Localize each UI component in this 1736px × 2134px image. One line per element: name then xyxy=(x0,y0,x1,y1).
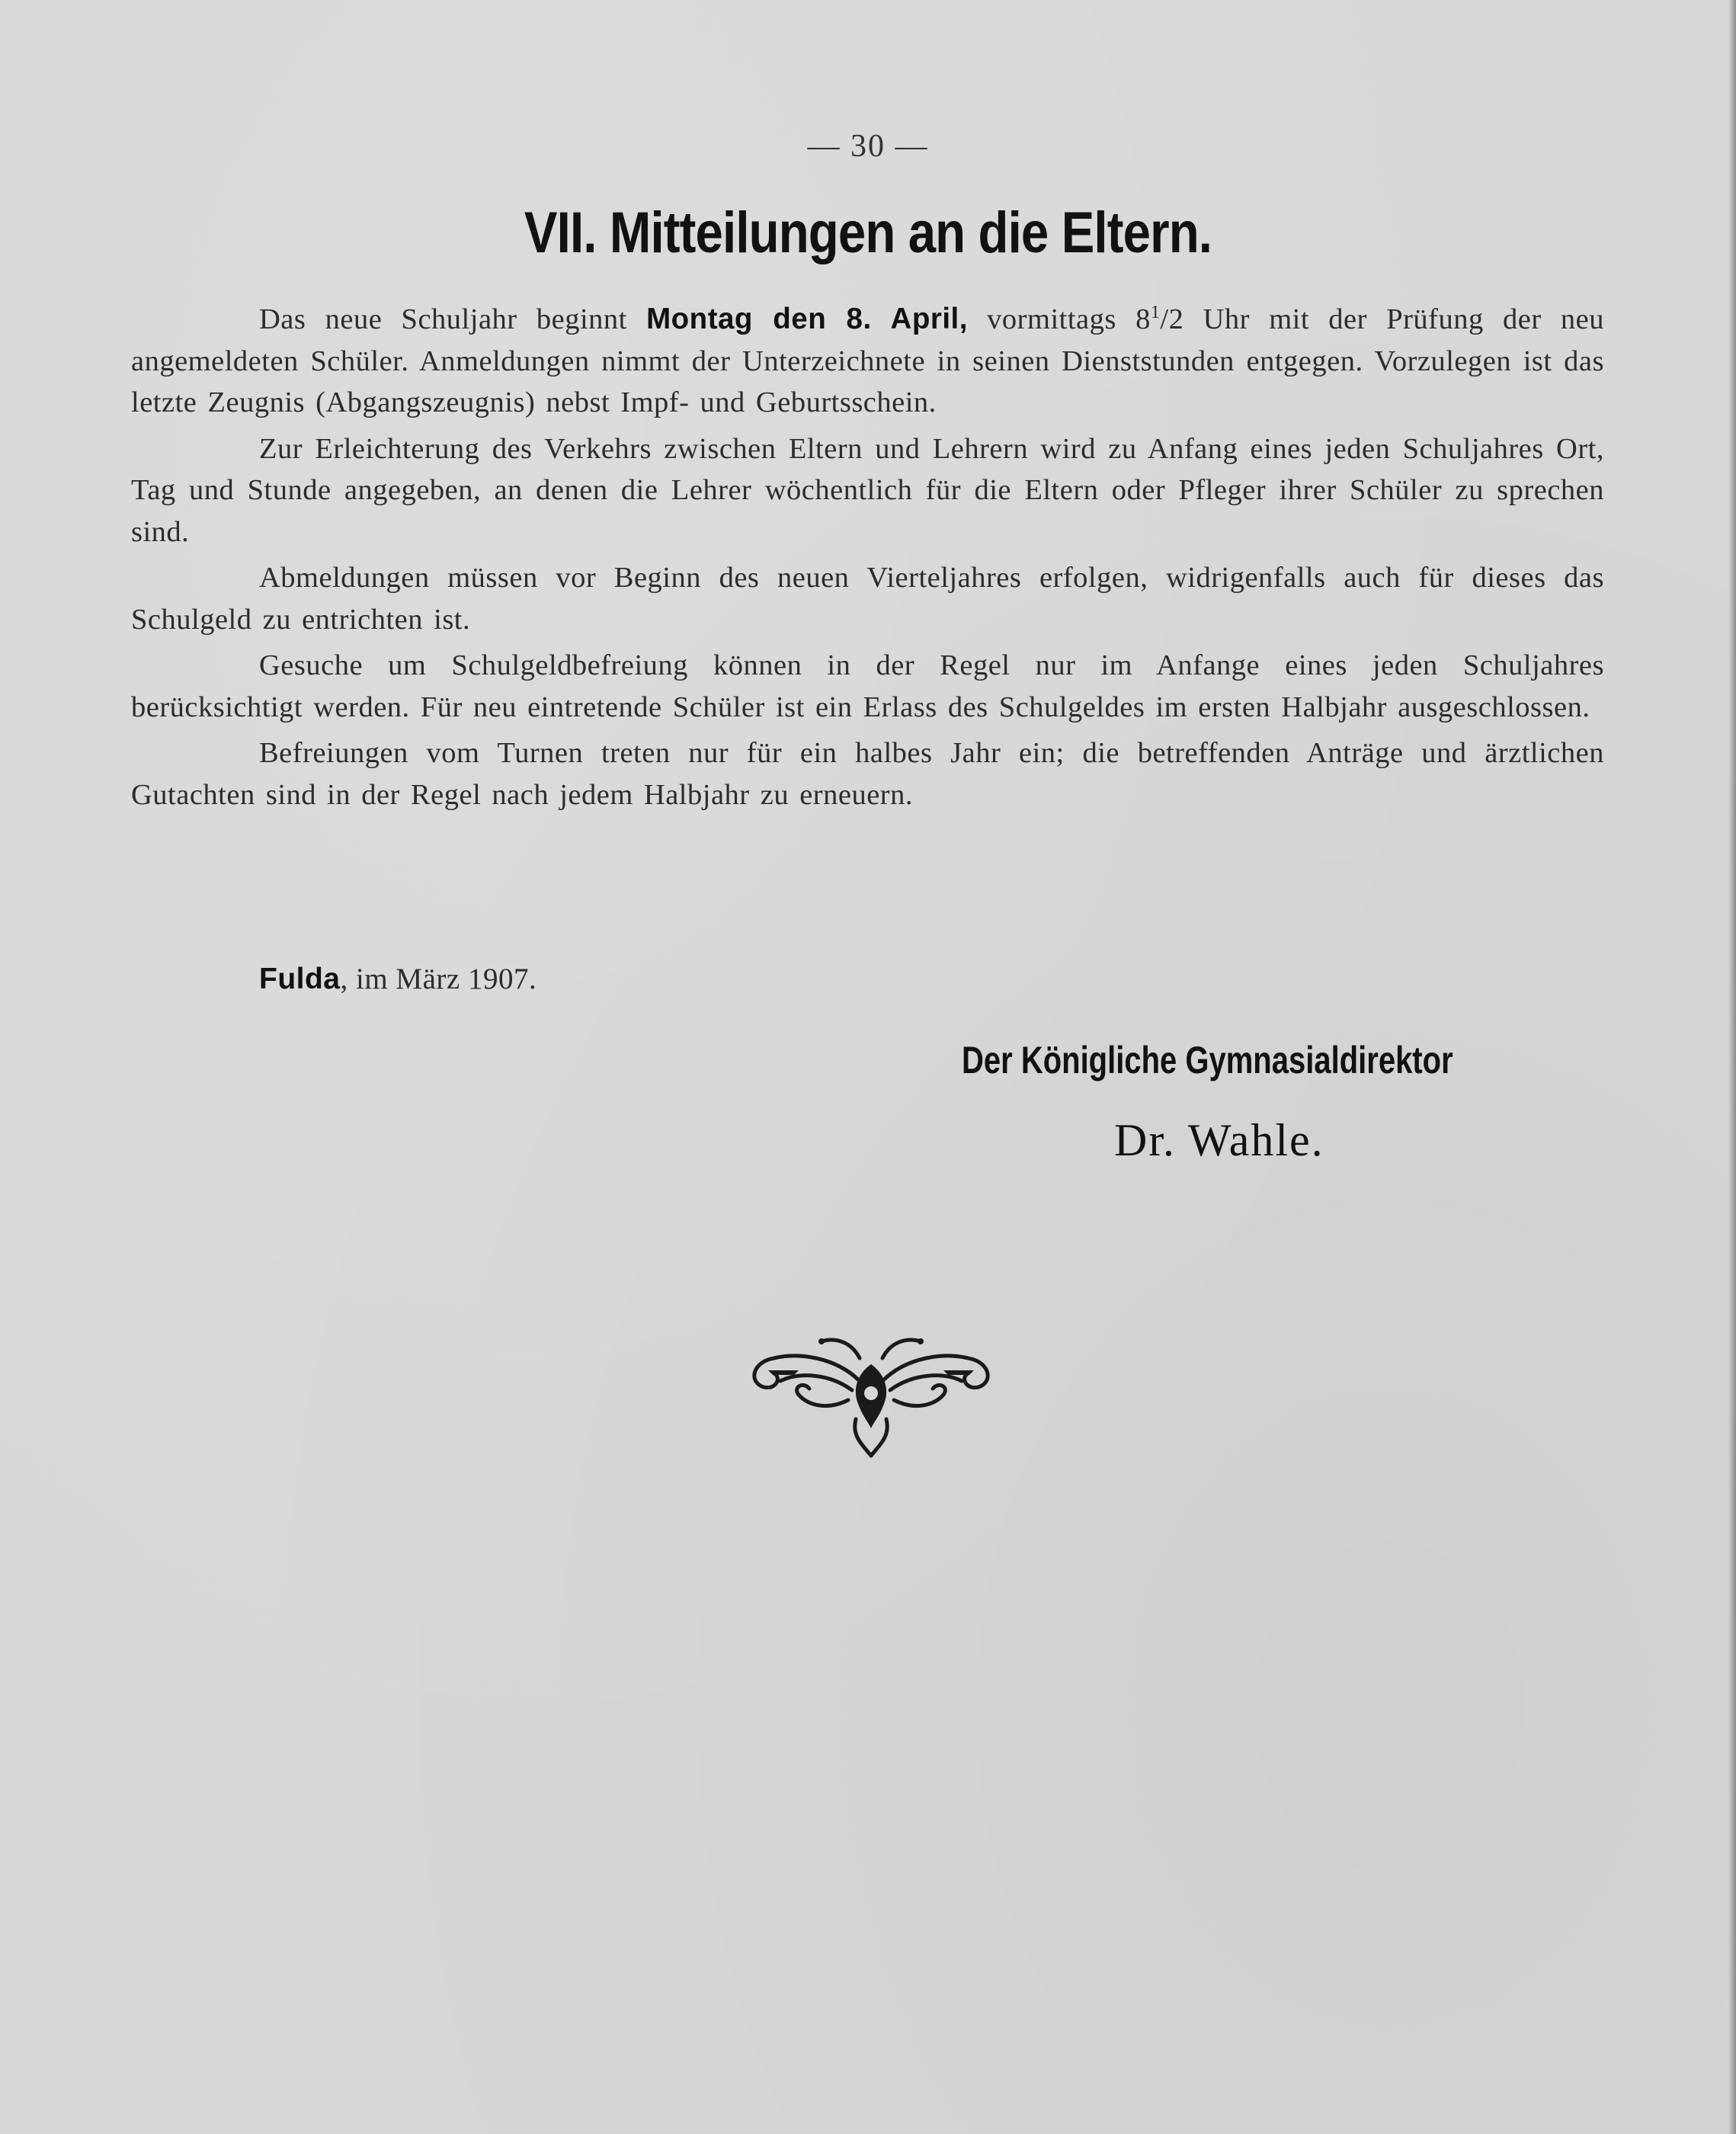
page-number: — 30 — xyxy=(807,129,929,164)
paragraph-1-rest: Uhr mit der Prüfung der neu angemeldeten Schüler. Anmeldungen nimmt der Unterzeichnete in seinen Dienststunden entgegen. Vorzulegen ist das letzte Zeugnis (Abgangszeugnis) nebst Impf- und Geburtsschein. xyxy=(131,303,1604,418)
signature-title: Der Königliche Gymnasialdirektor xyxy=(962,1039,1453,1081)
date: , im März 1907. xyxy=(340,963,537,995)
place-date xyxy=(259,962,536,996)
fraction-denominator: /2 xyxy=(1160,303,1184,335)
start-date: Montag den 8. April, xyxy=(646,303,968,335)
paragraph-fee-exemption: Gesuche um Schulgeldbefreiung können in der Regel nur im Anfange eines jeden Schuljahres berücksichtigt werden. Für neu eintretende Schüler ist ein Erlass des Schulgeldes im ersten Halbjahr ausgeschlossen. xyxy=(131,649,1604,723)
paragraph-1-intro: Das neue Schuljahr beginnt xyxy=(259,303,647,335)
city: Fulda xyxy=(259,963,341,995)
paragraph-1-time: vormittags 8 xyxy=(967,303,1151,335)
paragraph-consultation: Zur Erleichterung des Verkehrs zwischen Eltern und Lehrern wird zu Anfang eines jeden Schuljahres Ort, Tag und Stunde angegeben, an denen die Lehrer wöchentlich für die Eltern oder Pfleger ihrer Schüler zu sprechen sind. xyxy=(131,432,1604,548)
paragraph-school-start xyxy=(131,299,1604,424)
page-edge-shadow xyxy=(1728,0,1736,2134)
signature-name: Dr. Wahle. xyxy=(1114,1115,1324,1165)
floral-ornament-icon xyxy=(745,1328,997,1459)
fraction-numerator: 1 xyxy=(1150,303,1161,322)
body-text xyxy=(131,299,1604,820)
section-heading: VII. Mitteilungen an die Eltern. xyxy=(524,200,1212,265)
paragraph-deregistration: Abmeldungen müssen vor Beginn des neuen Vierteljahres erfolgen, widrigenfalls auch für dieses das Schulgeld zu entrichten ist. xyxy=(131,562,1604,636)
paragraph-gym-exemption: Befreiungen vom Turnen treten nur für ein halbes Jahr ein; die betreffenden Anträge und ärztlichen Gutachten sind in der Regel nach jedem Halbjahr zu erneuern. xyxy=(131,737,1604,811)
